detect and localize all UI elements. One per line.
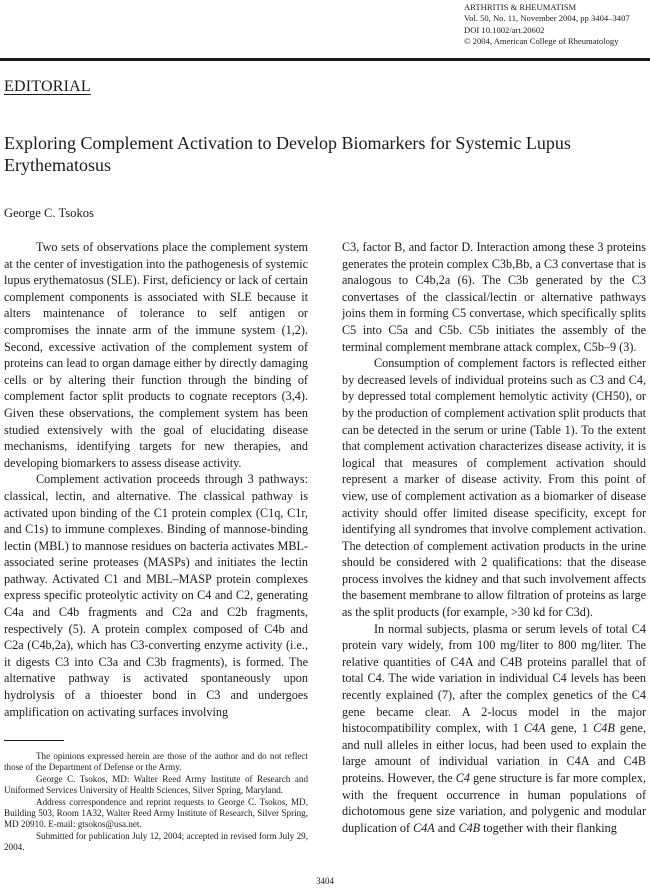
journal-name: ARTHRITIS & RHEUMATISM	[464, 2, 577, 12]
section-label: EDITORIAL	[4, 78, 91, 95]
footnote: George C. Tsokos, MD: Walter Reed Army Institute of Research and Uniformed Services University of Health Sciences, Silver Spring, Maryland.	[4, 773, 308, 796]
article-title: Exploring Complement Activation to Develop Biomarkers for Systemic Lupus Erythematosus	[4, 133, 571, 175]
paragraph: Two sets of observations place the complement system at the center of investigation into the pathogenesis of systemic lupus erythematosus (SLE). First, deficiency or lack of certain complement components is associated with SLE because it alters maintenance of tolerance to self antigen or compromises the innate arm of the immune system (1,2). Second, excessive activation of the complement system of proteins can lead to organ damage either by directly damaging cells or by altering their function through the binding of complement factor split products to cognate receptors (3,4). Given these observations, the complement system has been studied extensively with the goal of elucidating disease mechanisms, identifying targets for new therapies, and developing biomarkers to assess disease activity.	[4, 240, 309, 470]
author: George C. Tsokos	[4, 206, 94, 220]
footnote-rule	[4, 740, 64, 741]
footnote: The opinions expressed herein are those of the author and do not reflect those of the Department of Defense or the Army.	[4, 751, 308, 773]
doi: DOI 10.1002/art.20602	[464, 24, 545, 35]
header-rule	[0, 58, 650, 61]
footnotes	[4, 751, 308, 854]
paragraph: In normal subjects, plasma or serum levels of total C4 protein vary widely, from 100 mg/liter to 800 mg/liter. The relative quantities of C4A and C4B proteins parallel that of total C4. The wide variation in individual C4 levels has been recently explained (7), after the complex genetics of the C4 gene became clear. A 2-locus model in the major histocompatibility complex, with 1 C4A gene, 1 C4B gene, and null alleles in either locus, had been used to explain the large amount of individual variation in C4A and C4B proteins. However, the C4 gene structure is far more complex, with the frequent occurrence in human populations of dichotomous gene size variation, and polygenic and modular duplication of C4A and C4B together with their flanking	[342, 621, 646, 835]
left-column	[4, 239, 308, 720]
copyright: © 2004, American College of Rheumatology	[464, 35, 619, 46]
footnote: Address correspondence and reprint requests to George C. Tsokos, MD, Building 503, Room 1A32, Walter Reed Army Institute of Research, Silver Spring, MD 20910. E-mail: gtsokos@usa.net.	[4, 796, 308, 830]
footnote: Submitted for publication July 12, 2004; accepted in revised form July 29, 2004.	[4, 830, 308, 853]
paragraph: Complement activation proceeds through 3 pathways: classical, lectin, and alternative. The classical pathway is activated upon binding of the C1 protein complex (C1q, C1r, and C1s) to immune complexes. Binding of mannose-binding lectin (MBL) to mannose residues on bacteria activates MBL-associated serine proteases (MASPs) and initiates the lectin pathway. Activated C1 and MBL–MASP protein complexes express specific proteolytic activity on C4 and C2, generating C4a and C4b fragments and C2a and C2b fragments, respectively (5). A protein complex composed of C4b and C2a (C4b,2a), which has C3-converting enzyme activity (i.e., it digests C3 into C3a and C3b fragments), is formed. The alternative pathway is activated spontaneously upon hydrolysis of a thioester bond in C3 and undergoes amplification on activating surfaces involving	[4, 472, 308, 719]
paragraph: C3, factor B, and factor D. Interaction among these 3 proteins generates the protein complex C3b,Bb, a C3 convertase that is analogous to C4b,2a (6). The C3b generated by the C3 convertases of the classical/lectin or alternative pathways joins them in forming C5 convertase, which specifically splits C5 into C5a and C5b. C5b initiates the assembly of the terminal complement membrane attack complex, C5b–9 (3).	[342, 240, 646, 354]
page-number: 3404	[316, 876, 334, 886]
volume-line: Vol. 50, No. 11, November 2004, pp 3404–3407	[464, 13, 630, 24]
right-column	[342, 239, 646, 836]
paragraph: Consumption of complement factors is reflected either by decreased levels of individual proteins such as C3 and C4, by depressed total complement hemolytic activity (CH50), or by the production of complement activation split products that can be detected in the serum or urine (Table 1). To the extent that complement activation characterizes disease activity, it is logical that measures of complement activation should represent a marker of disease activity. From this point of view, use of complement activation as a biomarker of disease activity should offer limited disease specificity, except for identifying all syndromes that involve complement activation. The detection of complement activation products in the urine should be considered with 2 qualifications: that the disease process involves the kidney and that such involvement affects the basement membrane to allow filtration of proteins as large as the split products (for example, >30 kd for C3d).	[342, 356, 646, 620]
journal-header	[464, 2, 630, 47]
